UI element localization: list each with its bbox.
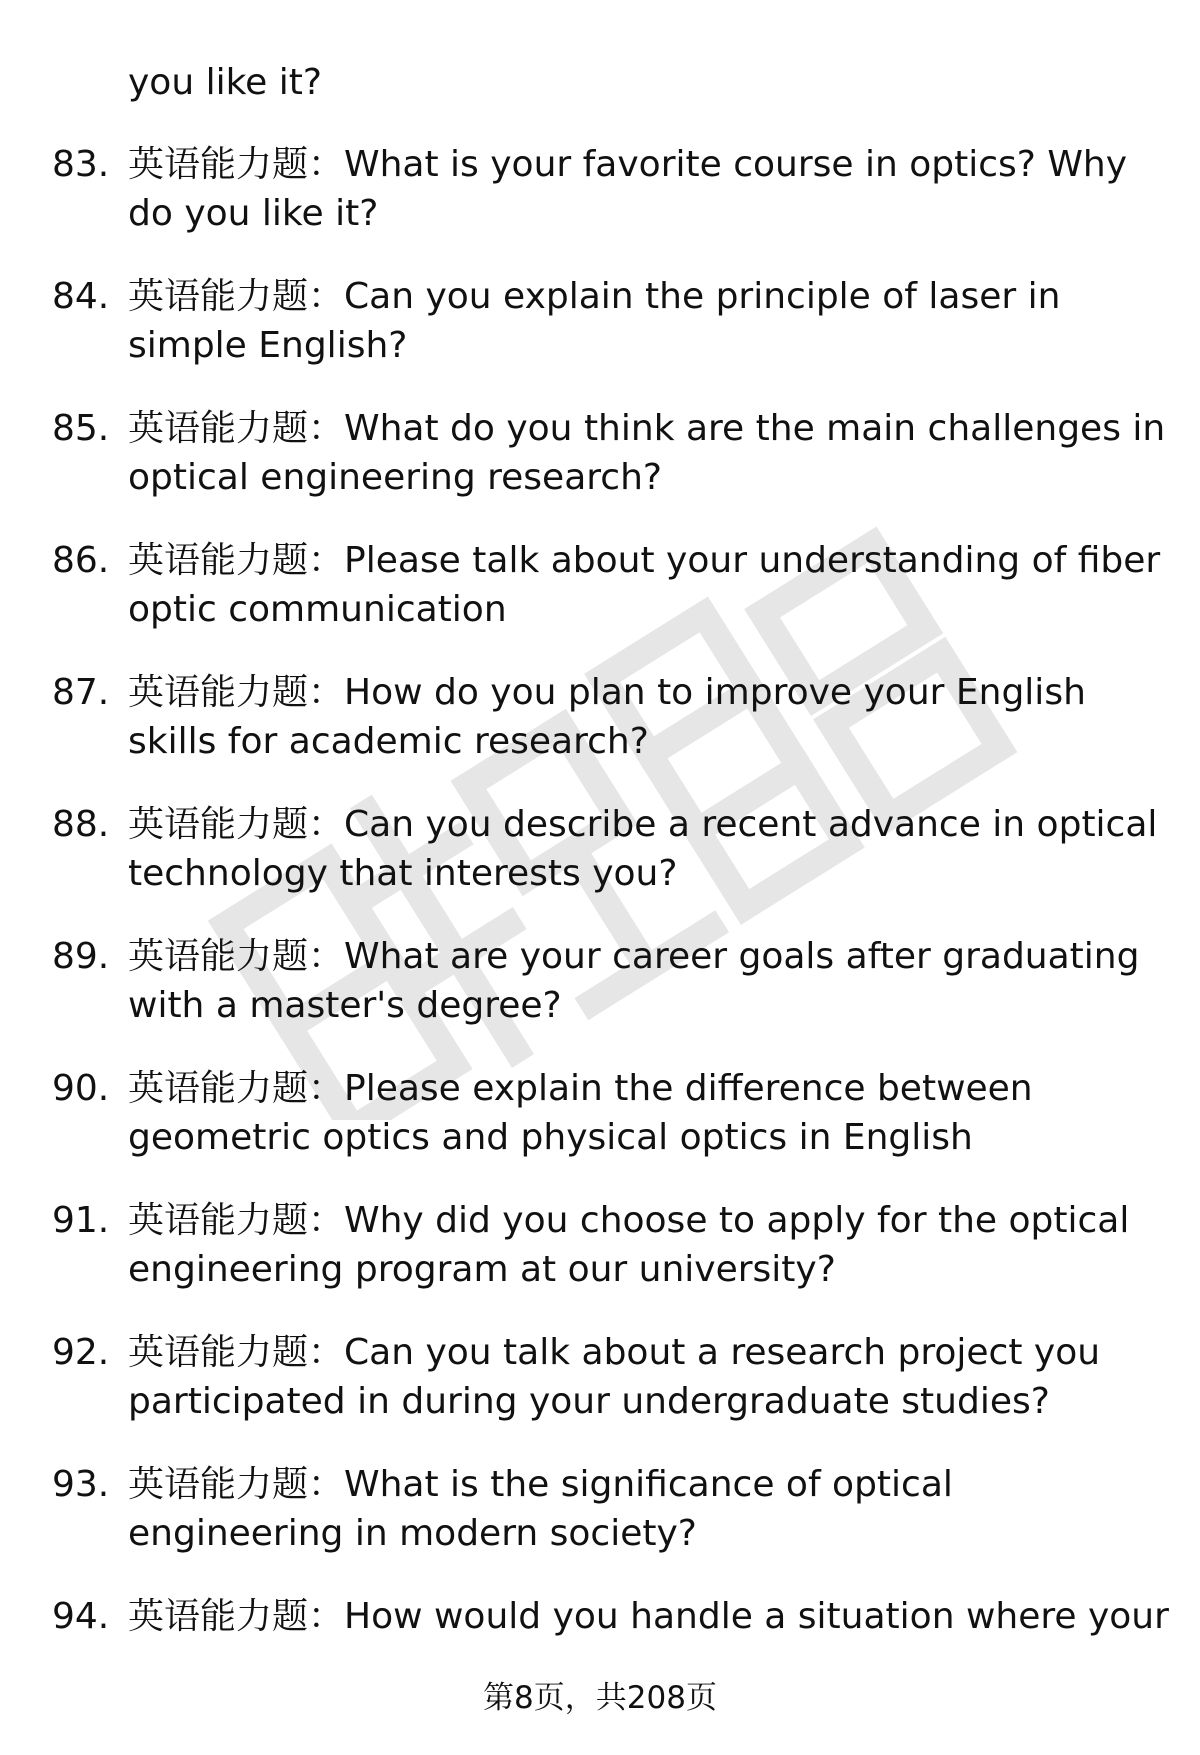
list-item — [0, 272, 1200, 404]
question-number: 88. — [52, 804, 110, 845]
list-item — [0, 932, 1200, 1064]
question-number: 87. — [52, 672, 110, 713]
question-text: 英语能力题：What is the significance of optical engineering in modern society? — [128, 1464, 953, 1554]
question-text: 英语能力题：What are your career goals after graduating with a master's degree? — [128, 936, 1140, 1026]
question-text: 英语能力题：Can you explain the principle of laser in simple English? — [128, 276, 1061, 366]
question-text: 英语能力题：Can you talk about a research project you participated in during your undergraduate studies? — [128, 1332, 1101, 1422]
list-item — [0, 800, 1200, 932]
question-number: 91. — [52, 1200, 110, 1241]
question-text: 英语能力题：Please talk about your understanding of fiber optic communication — [128, 540, 1161, 630]
question-number: 93. — [52, 1464, 110, 1505]
continued-question-text: you like it? — [128, 62, 322, 103]
list-item — [0, 1196, 1200, 1328]
question-number: 84. — [52, 276, 110, 317]
list-item — [0, 668, 1200, 800]
question-number: 85. — [52, 408, 110, 449]
question-number: 86. — [52, 540, 110, 581]
question-text: 英语能力题：What do you think are the main challenges in optical engineering research? — [128, 408, 1166, 498]
question-text: 英语能力题：How would you handle a situation where your — [128, 1596, 1169, 1637]
question-number: 83. — [52, 144, 110, 185]
question-list — [0, 140, 1200, 1724]
list-item — [0, 1460, 1200, 1592]
list-item — [0, 140, 1200, 272]
question-number: 94. — [52, 1596, 110, 1637]
list-item — [0, 1328, 1200, 1460]
list-item — [0, 404, 1200, 536]
question-text: 英语能力题：Why did you choose to apply for the optical engineering program at our university? — [128, 1200, 1130, 1290]
question-text: 英语能力题：Please explain the difference between geometric optics and physical optics in English — [128, 1068, 1033, 1158]
question-number: 92. — [52, 1332, 110, 1373]
question-text: 英语能力题：Can you describe a recent advance in optical technology that interests you? — [128, 804, 1158, 894]
question-text: 英语能力题：What is your favorite course in optics? Why do you like it? — [128, 144, 1128, 234]
list-item — [0, 536, 1200, 668]
question-number: 89. — [52, 936, 110, 977]
list-item — [0, 1064, 1200, 1196]
question-number: 90. — [52, 1068, 110, 1109]
page-footer: 第8页，共208页 — [483, 1680, 717, 1716]
question-text: 英语能力题：How do you plan to improve your English skills for academic research? — [128, 672, 1086, 762]
